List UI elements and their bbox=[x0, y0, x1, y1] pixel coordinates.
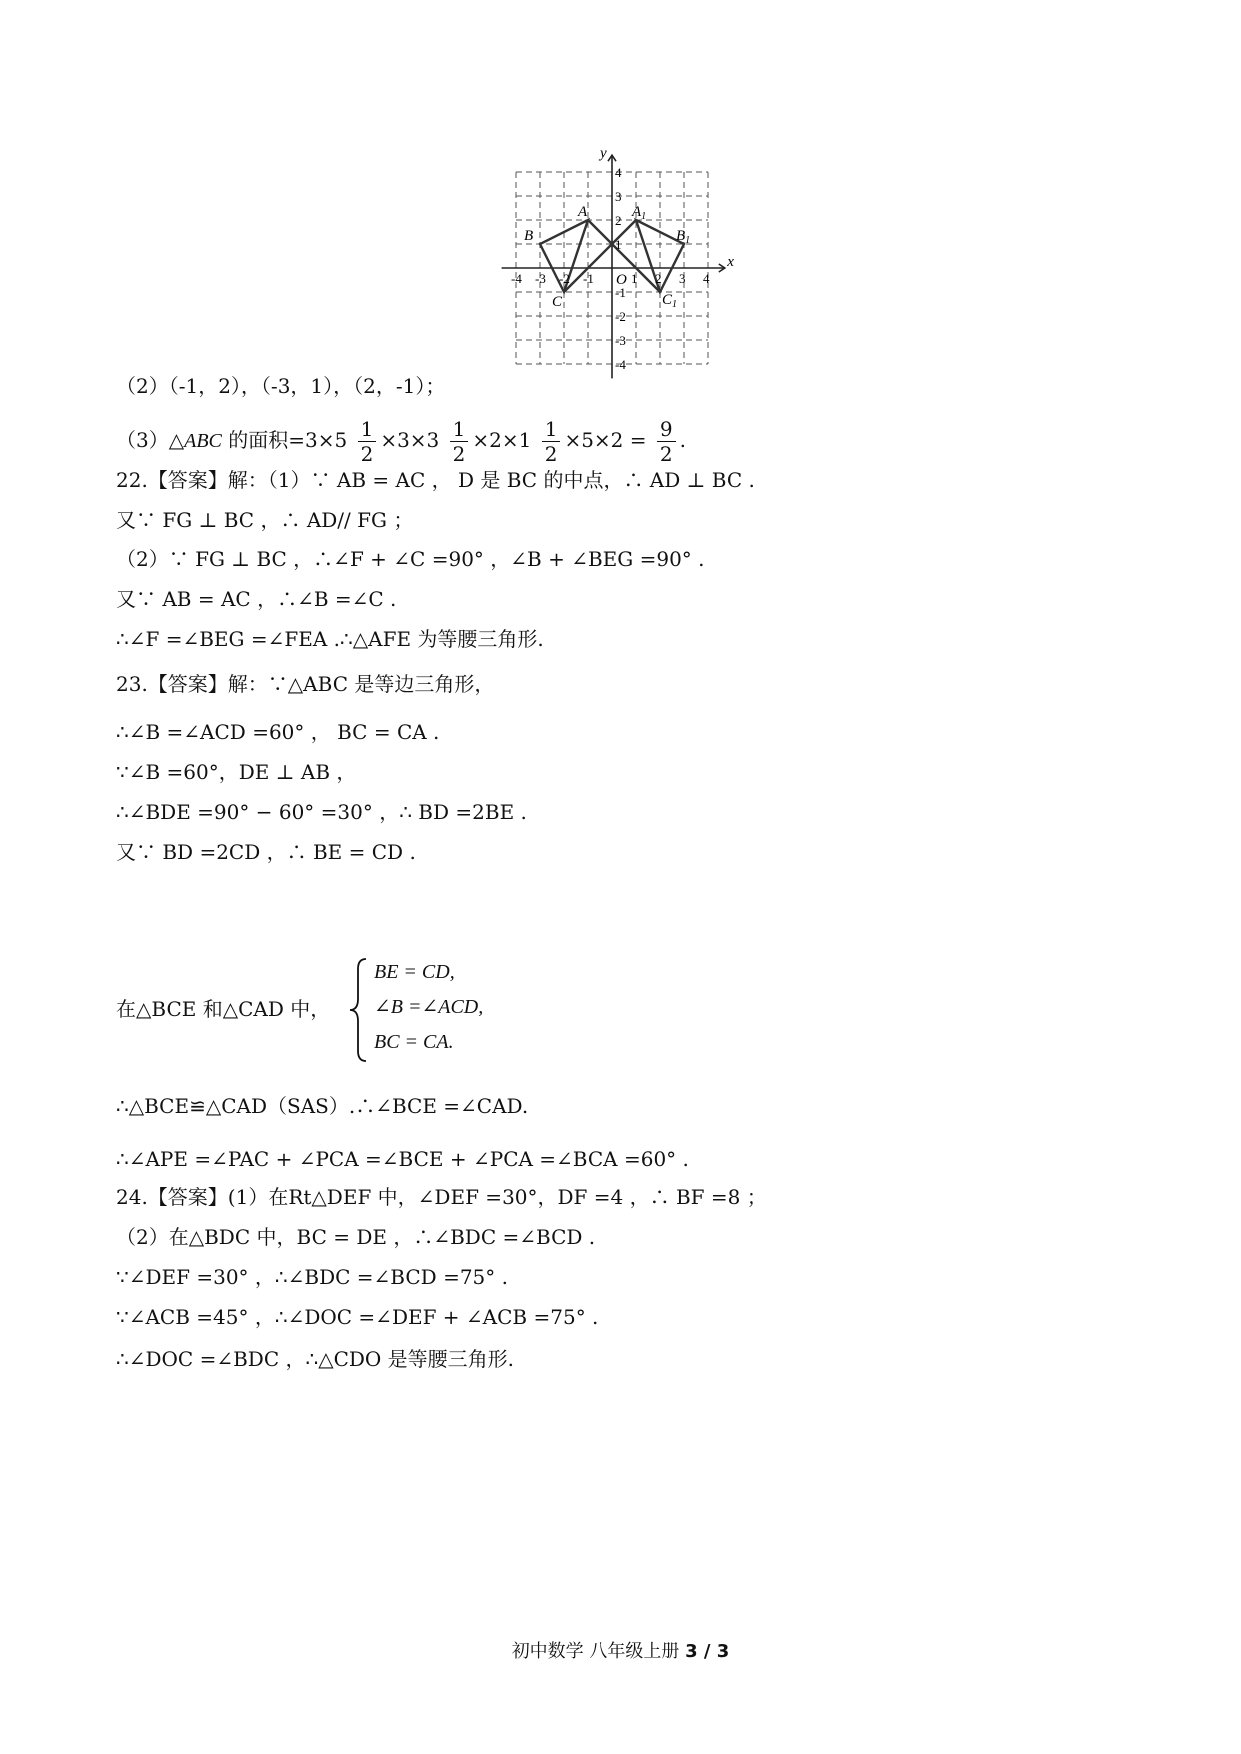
point-label-a: A bbox=[578, 204, 588, 220]
point-label-b: B bbox=[524, 228, 534, 244]
point-label-c1: $C_1$ bbox=[662, 292, 678, 310]
fraction: $\frac{1}{2}$ bbox=[450, 417, 469, 466]
x-tick-label: 4 bbox=[703, 271, 710, 286]
answer-23-line6: ∴△BCE≌△CAD（SAS）.∴∠BCE =∠CAD. bbox=[116, 1094, 529, 1118]
answer-23-line4: ∴∠BDE =90° − 60° =30° ，∴ BD =2BE . bbox=[116, 800, 527, 824]
point-label-b1: $B_1$ bbox=[676, 228, 691, 246]
point-label-a1: $A_1$ bbox=[632, 204, 647, 222]
answer-24-line4: ∵∠ACB =45° ，∴∠DOC =∠DEF + ∠ACB =75° . bbox=[116, 1305, 599, 1329]
x-tick-label: 2 bbox=[655, 271, 662, 286]
answer-22-line4: 又∵ AB = AC ，∴∠B =∠C . bbox=[116, 587, 397, 611]
answer-24-line5: ∴∠DOC =∠BDC ，∴△CDO 是等腰三角形. bbox=[116, 1347, 515, 1371]
y-axis-label: y bbox=[600, 145, 607, 162]
answer-23-line7: ∴∠APE =∠PAC + ∠PCA =∠BCE + ∠PCA =∠BCA =60° . bbox=[116, 1147, 689, 1171]
answer-24-line1: 24.【答案】(1）在Rt△DEF 中，∠DEF =30°，DF =4 ，∴ BF =8 ； bbox=[116, 1185, 767, 1209]
coordinate-graph bbox=[500, 145, 740, 403]
y-tick-label: 2 bbox=[615, 213, 622, 228]
page-number: 3 / 3 bbox=[685, 1641, 730, 1662]
y-tick-label: 1 bbox=[615, 237, 622, 252]
point-label-c: C bbox=[552, 294, 563, 310]
x-axis-label: x bbox=[727, 254, 734, 270]
y-tick-label: -2 bbox=[615, 309, 626, 324]
page-footer bbox=[0, 1637, 1241, 1663]
answer-23-line2: ∴∠B =∠ACD =60° ， BC = CA . bbox=[116, 720, 440, 744]
answer-22-line5: ∴∠F =∠BEG =∠FEA .∴△AFE 为等腰三角形. bbox=[116, 627, 544, 651]
origin-label: O bbox=[616, 272, 627, 288]
system-eq-2: ∠B =∠ACD, bbox=[374, 996, 484, 1018]
brace-icon bbox=[348, 957, 370, 1063]
system-eq-1: BE = CD, bbox=[374, 961, 455, 983]
fraction: $\frac{1}{2}$ bbox=[542, 417, 561, 466]
system-label: 在△BCE 和△CAD 中， bbox=[116, 997, 331, 1021]
x-tick-label: 1 bbox=[631, 271, 638, 286]
answer-24-line2: （2）在△BDC 中，BC = DE ，∴∠BDC =∠BCD . bbox=[116, 1225, 596, 1249]
answer-22-line2: 又∵ FG ⊥ BC ，∴ AD// FG ； bbox=[116, 508, 414, 532]
x-tick-label: -4 bbox=[511, 271, 522, 286]
answer-23-line5: 又∵ BD =2CD ，∴ BE = CD . bbox=[116, 840, 416, 864]
system-eq-3: BC = CA. bbox=[374, 1031, 454, 1053]
tick-labels bbox=[511, 146, 734, 372]
y-tick-label: 4 bbox=[615, 165, 622, 180]
answer-22-line1: 22.【答案】解：（1）∵ AB = AC ， D 是 BC 的中点，∴ AD ⊥ BC . bbox=[116, 468, 755, 492]
x-tick-label: -2 bbox=[559, 271, 570, 286]
answer-22-line3: （2）∵ FG ⊥ BC ，∴∠F + ∠C =90° ，∠B + ∠BEG =90° . bbox=[116, 547, 705, 571]
x-tick-label: -1 bbox=[583, 271, 594, 286]
answer-23-line1: 23.【答案】解：∵△ABC 是等边三角形， bbox=[116, 672, 495, 696]
answer-24-line3: ∵∠DEF =30° ，∴∠BDC =∠BCD =75° . bbox=[116, 1265, 508, 1289]
y-tick-label: -3 bbox=[615, 333, 626, 348]
fraction: $\frac{1}{2}$ bbox=[358, 417, 377, 466]
y-tick-label: -4 bbox=[615, 357, 626, 372]
x-tick-label: 3 bbox=[679, 271, 686, 286]
fraction: $\frac{9}{2}$ bbox=[657, 417, 676, 466]
answer-23-line3: ∵∠B =60°，DE ⊥ AB ， bbox=[116, 760, 357, 784]
y-tick-label: -1 bbox=[615, 285, 626, 300]
axes bbox=[502, 155, 725, 378]
answer-21-part2: （2）（-1，2），（-3，1），（2，-1）； bbox=[116, 374, 446, 398]
x-tick-label: -3 bbox=[535, 271, 546, 286]
footer-text: 初中数学 八年级上册 bbox=[511, 1641, 686, 1662]
answer-21-part3: （3）△ABC 的面积=3×5 $\frac{1}{2}$ ×3×3 $\frac{1}{2}$ ×2×1 $\frac{1}{2}$ ×5×2 = $\frac{9}{2}$ . bbox=[116, 417, 686, 466]
y-tick-label: 3 bbox=[615, 189, 622, 204]
